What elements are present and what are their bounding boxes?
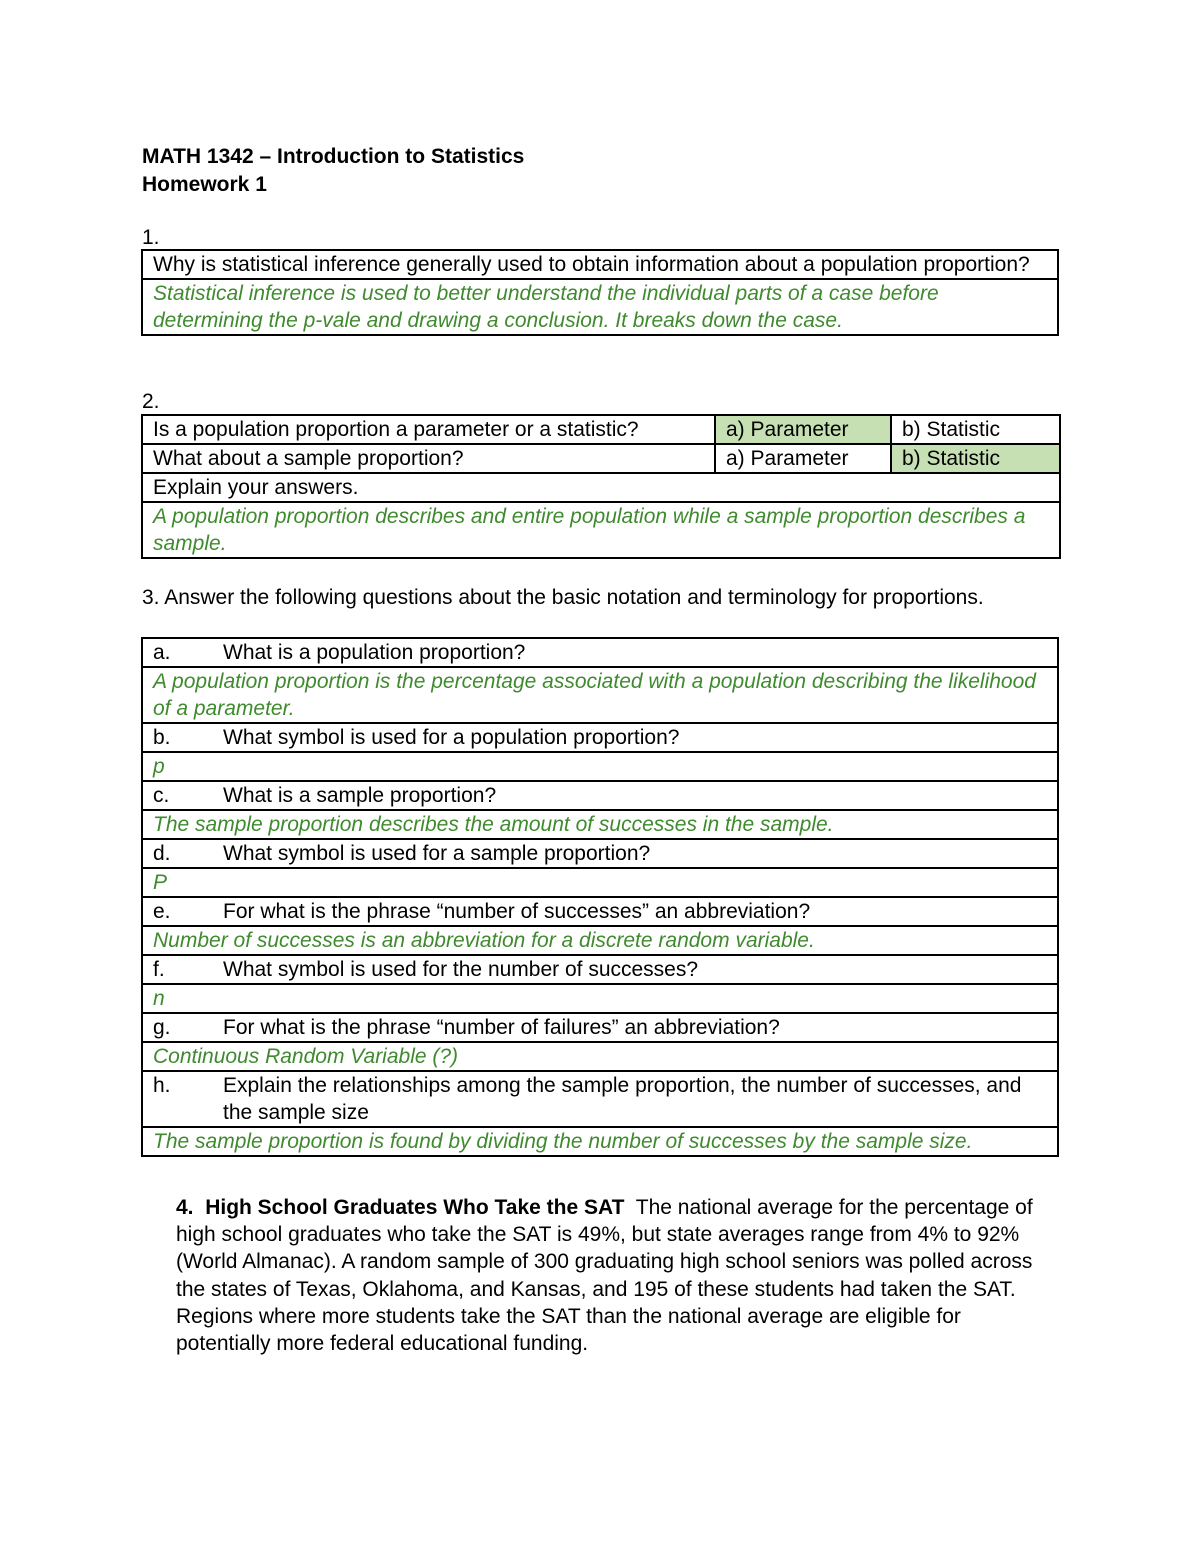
question-1-answer: Statistical inference is used to better understand the individual parts of a case before determining the p-vale and drawing a conclusion. It breaks down the case.: [142, 279, 1058, 335]
item-label: a.: [153, 641, 171, 664]
item-label: h.: [153, 1074, 171, 1097]
question-3b-answer: p: [142, 752, 1058, 781]
question-3c: [142, 781, 1058, 810]
question-4: [176, 1194, 1056, 1357]
document-header: [142, 143, 524, 199]
question-2-row-question: Is a population proportion a parameter or a statistic?: [142, 415, 715, 444]
option-statistic[interactable]: b) Statistic: [891, 415, 1060, 444]
option-parameter[interactable]: a) Parameter: [715, 444, 891, 473]
question-3e-answer: Number of successes is an abbreviation for a discrete random variable.: [142, 926, 1058, 955]
question-2-row: [142, 415, 1060, 444]
question-1-table: [141, 249, 1059, 336]
question-3a-answer: A population proportion is the percentage associated with a population describing the likelihood of a parameter.: [142, 667, 1058, 723]
item-question: For what is the phrase “number of failures” an abbreviation?: [223, 1016, 780, 1039]
question-2-table: [141, 414, 1061, 559]
question-4-text: The national average for the percentage of high school graduates who take the SAT is 49%, but state averages range from 4% to 92% (World Almanac). A random sample of 300 graduating high school seniors was polled across the states of Texas, Oklahoma, and Kansas, and 195 of these students had taken the SAT. Regions where more students take the SAT than the national average are eligible for potentially more federal educational funding.: [176, 1196, 1033, 1356]
assignment-title: Homework 1: [142, 173, 267, 196]
item-question: What symbol is used for a sample proportion?: [223, 842, 651, 865]
question-4-number: 4.: [176, 1196, 194, 1219]
question-1-number: 1.: [142, 226, 160, 249]
item-question: What symbol is used for a population proportion?: [223, 726, 680, 749]
question-3g: [142, 1013, 1058, 1042]
question-3e: [142, 897, 1058, 926]
item-label: b.: [153, 726, 171, 749]
question-3h: [142, 1071, 1058, 1127]
item-question: What symbol is used for the number of successes?: [223, 958, 699, 981]
item-question: Explain the relationships among the sample proportion, the number of successes, and the sample size: [223, 1074, 1022, 1124]
question-1-text: Why is statistical inference generally used to obtain information about a population proportion?: [142, 250, 1058, 279]
question-3f-answer: n: [142, 984, 1058, 1013]
question-3g-answer: Continuous Random Variable (?): [142, 1042, 1058, 1071]
item-label: d.: [153, 842, 171, 865]
option-statistic-selected[interactable]: b) Statistic: [891, 444, 1060, 473]
item-label: e.: [153, 900, 171, 923]
item-label: g.: [153, 1016, 171, 1039]
item-question: What is a sample proportion?: [223, 784, 497, 807]
question-3a: [142, 638, 1058, 667]
course-title: MATH 1342 – Introduction to Statistics: [142, 145, 525, 168]
question-3c-answer: The sample proportion describes the amount of successes in the sample.: [142, 810, 1058, 839]
question-3h-answer: The sample proportion is found by dividing the number of successes by the sample size.: [142, 1127, 1058, 1156]
question-3d-answer: P: [142, 868, 1058, 897]
question-3b: [142, 723, 1058, 752]
question-2-row-question: What about a sample proportion?: [142, 444, 715, 473]
question-4-heading: High School Graduates Who Take the SAT: [205, 1196, 625, 1219]
item-question: For what is the phrase “number of successes” an abbreviation?: [223, 900, 811, 923]
question-2-number: 2.: [142, 390, 160, 413]
question-2-row: [142, 444, 1060, 473]
question-2-explain-answer: A population proportion describes and entire population while a sample proportion describes a sample.: [142, 502, 1060, 558]
item-question: What is a population proportion?: [223, 641, 526, 664]
item-label: c.: [153, 784, 170, 807]
question-3d: [142, 839, 1058, 868]
question-2-explain-prompt: Explain your answers.: [142, 473, 1060, 502]
option-parameter-selected[interactable]: a) Parameter: [715, 415, 891, 444]
question-3-intro: 3. Answer the following questions about the basic notation and terminology for proportions.: [142, 586, 984, 609]
question-3-table: [141, 637, 1059, 1157]
item-label: f.: [153, 958, 165, 981]
question-3f: [142, 955, 1058, 984]
